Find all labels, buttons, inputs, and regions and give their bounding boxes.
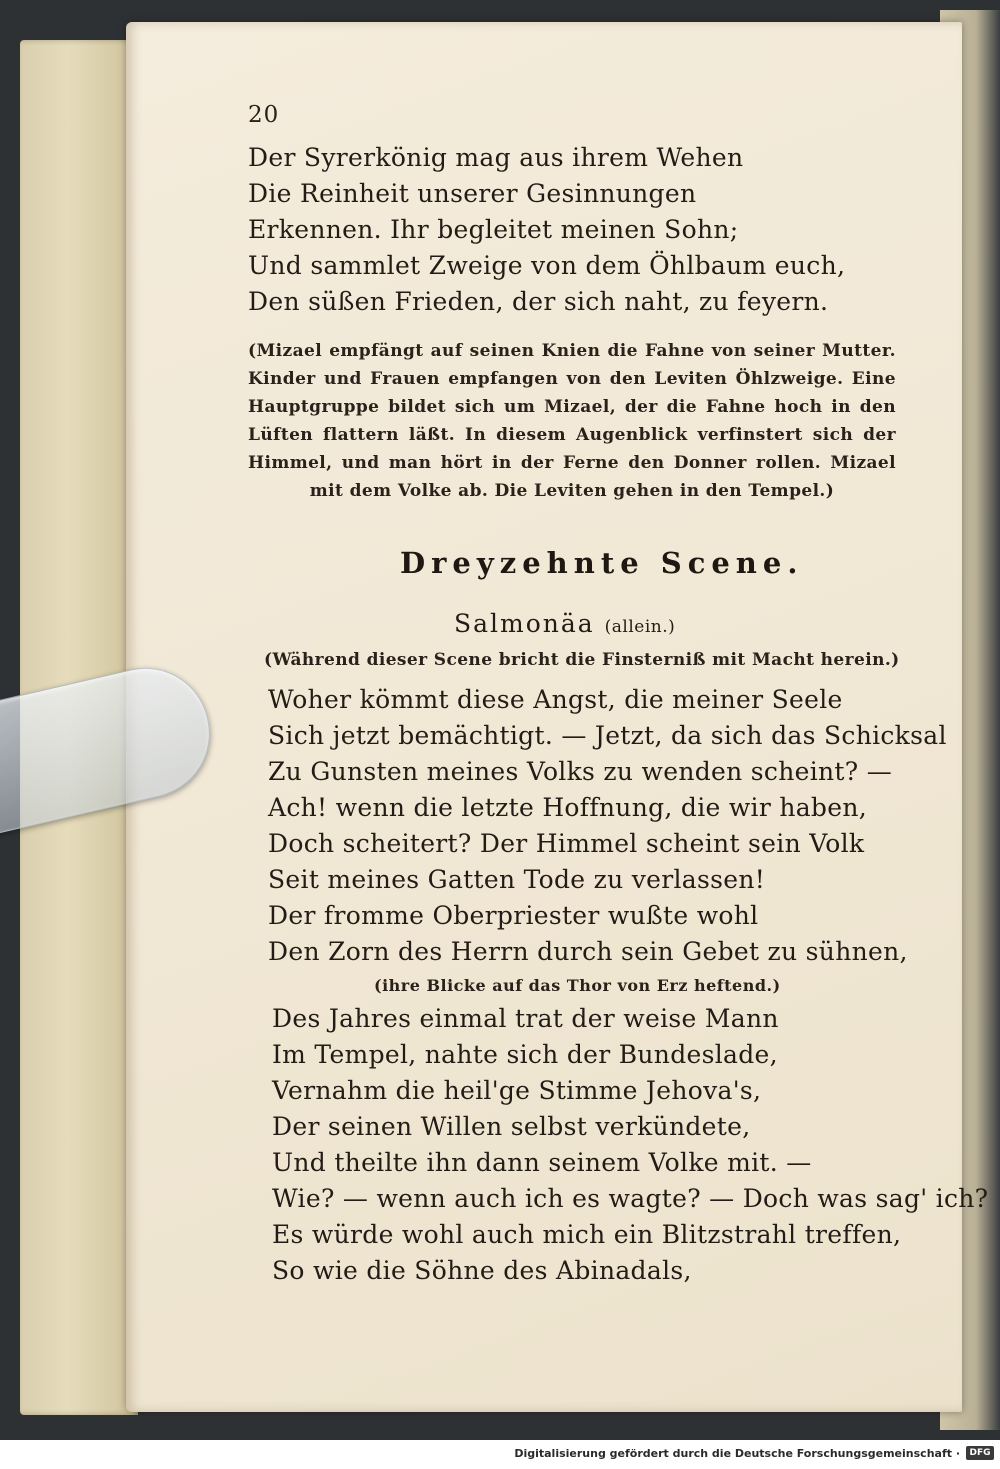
verse-line: Die Reinheit unserer Gesinnungen xyxy=(248,179,697,208)
speaker-name: Salmonäa xyxy=(454,609,595,638)
verse-line: Den Zorn des Herrn durch sein Gebet zu sühnen, xyxy=(268,937,908,966)
verse-line: Der Syrerkönig mag aus ihrem Wehen xyxy=(248,143,744,172)
verse-line: Wie? — wenn auch ich es wagte? — Doch was sag' ich? xyxy=(272,1184,989,1213)
verse-line: Seit meines Gatten Tode zu verlassen! xyxy=(268,865,766,894)
verse-line: Es würde wohl auch mich ein Blitzstrahl treffen, xyxy=(272,1220,902,1249)
verse-line: Den süßen Frieden, der sich naht, zu feyern. xyxy=(248,287,829,316)
verse-line: Der seinen Willen selbst verkündete, xyxy=(272,1112,751,1141)
scene-direction: (Während dieser Scene bricht die Finsterniß mit Macht herein.) xyxy=(264,650,900,670)
verse-line: Im Tempel, nahte sich der Bundeslade, xyxy=(272,1040,778,1069)
page-number: 20 xyxy=(248,102,280,128)
stage-direction: (Mizael empfängt auf seinen Knien die Fahne von seiner Mutter. Kinder und Frauen empfangen von den Leviten Öhlzweige. Eine Hauptgruppe bildet sich um Mizael, der die Fahne hoch in den Lüften flattern läßt. In diesem Augenblick verfinstert sich der Himmel, und man hört in der Ferne den Donner rollen. Mizael mit dem Volke ab. Die Leviten gehen in den Tempel.) xyxy=(248,341,896,501)
verse-line: Zu Gunsten meines Volks zu wenden scheint? — xyxy=(268,757,892,786)
verse-line: Ach! wenn die letzte Hoffnung, die wir haben, xyxy=(268,793,867,822)
verse-line: Vernahm die heil'ge Stimme Jehova's, xyxy=(272,1076,762,1105)
footer-credit: Digitalisierung gefördert durch die Deutsche Forschungsgemeinschaft · xyxy=(514,1447,960,1460)
speaker-heading xyxy=(454,609,675,638)
verse-line: Der fromme Oberpriester wußte wohl xyxy=(268,901,759,930)
verse-line: Sich jetzt bemächtigt. — Jetzt, da sich das Schicksal xyxy=(268,721,947,750)
verse-line: Und theilte ihn dann seinem Volke mit. — xyxy=(272,1148,812,1177)
verse-block-3 xyxy=(272,1001,988,1289)
scene-title: Dreyzehnte Scene. xyxy=(400,546,804,580)
verse-line: Doch scheitert? Der Himmel scheint sein Volk xyxy=(268,829,865,858)
dfg-logo: DFG xyxy=(966,1446,994,1460)
inline-stage-direction: (ihre Blicke auf das Thor von Erz heftend.) xyxy=(374,976,781,995)
verse-line: Des Jahres einmal trat der weise Mann xyxy=(272,1004,779,1033)
verse-block-2 xyxy=(268,682,947,970)
verse-block-1 xyxy=(248,140,845,320)
verse-line: Und sammlet Zweige von dem Öhlbaum euch, xyxy=(248,251,846,280)
verse-line: Woher kömmt diese Angst, die meiner Seele xyxy=(268,685,843,714)
verse-line: Erkennen. Ihr begleitet meinen Sohn; xyxy=(248,215,739,244)
verse-line: So wie die Söhne des Abinadals, xyxy=(272,1256,692,1285)
speaker-note: (allein.) xyxy=(604,617,676,637)
